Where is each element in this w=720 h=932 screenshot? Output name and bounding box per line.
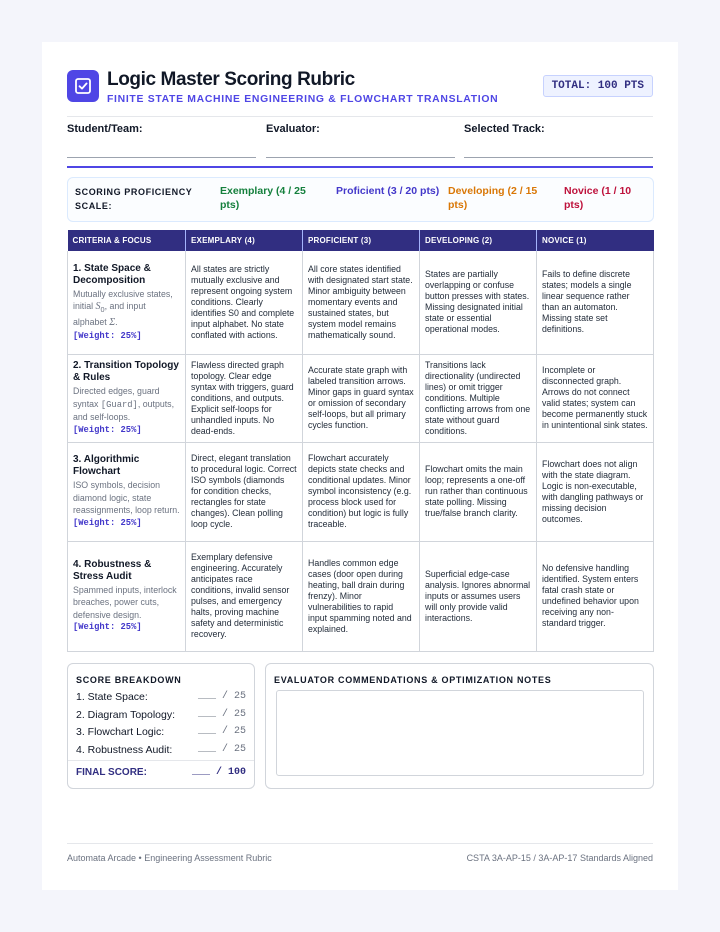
- student-team-field[interactable]: [67, 123, 256, 158]
- final-score-row: [76, 767, 246, 781]
- criteria-weight: [Weight: 25%]: [73, 330, 142, 341]
- table-row: [68, 354, 654, 442]
- page-subtitle: FINITE STATE MACHINE ENGINEERING & FLOWCHART TRANSLATION: [107, 94, 499, 105]
- scale-developing: Developing (2 / 15 pts): [448, 185, 538, 211]
- criteria-title: 4. Robustness & Stress Audit: [73, 558, 152, 582]
- score-blank[interactable]: ___ / 25: [197, 709, 246, 720]
- score-blank[interactable]: ___ / 25: [197, 691, 246, 702]
- table-row: [68, 251, 654, 354]
- novice-cell: Incomplete or disconnected graph. Arrows do not connect valid states; system can become permanently stuck in unintentional sink states.: [537, 354, 654, 442]
- proficient-cell: All core states identified with designated start state. Minor ambiguity between momentary events and sustained states, but system model remains mathematically sound.: [303, 251, 420, 354]
- total-points-badge: TOTAL: 100 PTS: [543, 75, 653, 97]
- header: [67, 70, 653, 116]
- score-blank[interactable]: ___ / 25: [197, 744, 246, 755]
- scale-label: SCORING PROFICIENCY SCALE:: [75, 187, 193, 211]
- score-blank[interactable]: ___ / 25: [197, 726, 246, 737]
- column-header: PROFICIENT (3): [303, 230, 420, 251]
- score-row-robustness-audit: 4. Robustness Audit: ___ / 25: [76, 744, 246, 756]
- footer-divider: [67, 843, 653, 844]
- criteria-cell: [68, 354, 186, 442]
- criteria-title: 2. Transition Topology & Rules: [73, 360, 179, 384]
- developing-cell: States are partially overlapping or confuse button presses with states. Missing designated initial state or essential operational modes.: [420, 251, 537, 354]
- exemplary-cell: Flawless directed graph topology. Clear edge syntax with triggers, guard conditions, and outputs. Explicit self-loops for unhandled inputs. No dead-ends.: [186, 354, 303, 442]
- criteria-cell: [68, 541, 186, 651]
- proficiency-scale: [67, 177, 654, 222]
- novice-cell: Flowchart does not align with the state diagram. Logic is non-executable, with dangling pathways or missing decision outcomes.: [537, 442, 654, 541]
- evaluator-notes: [265, 663, 654, 789]
- column-header: CRITERIA & FOCUS: [68, 230, 186, 251]
- scale-proficient: Proficient (3 / 20 pts): [336, 185, 440, 197]
- selected-track-field[interactable]: [464, 123, 653, 158]
- table-header-row: [68, 230, 654, 251]
- criteria-title: 3. Algorithmic Flowchart: [73, 454, 140, 478]
- proficient-cell: Handles common edge cases (door open during heating, ball drain during frenzy). Minor vulnerabilities to rapid input spamming noted and explained.: [303, 541, 420, 651]
- score-divider: [68, 760, 254, 761]
- proficient-cell: Flowchart accurately depicts state checks and conditional updates. Minor symbol inconsistency (e.g. process block used for condition) but logic is fully traceable.: [303, 442, 420, 541]
- criteria-title: 1. State Space & Decomposition: [73, 262, 151, 286]
- proficient-cell: Accurate state graph with labeled transition arrows. Minor gaps in guard syntax or omission of secondary self-loops, but all primary cycles function.: [303, 354, 420, 442]
- column-header: DEVELOPING (2): [420, 230, 537, 251]
- developing-cell: Flowchart omits the main loop; represents a one-off run rather than continuous state polling. Missing true/false branch clarity.: [420, 442, 537, 541]
- student-team-label: Student/Team:: [67, 123, 143, 135]
- criteria-description: Spammed inputs, interlock breaches, power cuts, defensive design.: [73, 584, 177, 620]
- criteria-cell: [68, 442, 186, 541]
- table-row: [68, 541, 654, 651]
- footer-right: CSTA 3A-AP-15 / 3A-AP-17 Standards Aligned: [466, 853, 653, 863]
- developing-cell: Transitions lack directionality (undirected lines) or omit trigger conditions. Multiple conflicting arrows from one state without guard conditions.: [420, 354, 537, 442]
- table-row: [68, 442, 654, 541]
- criteria-weight: [Weight: 25%]: [73, 622, 142, 633]
- scale-exemplary: Exemplary (4 / 25 pts): [220, 185, 306, 211]
- evaluator-notes-title: EVALUATOR COMMENDATIONS & OPTIMIZATION NOTES: [274, 675, 552, 685]
- header-divider: [67, 116, 653, 117]
- column-header: NOVICE (1): [537, 230, 654, 251]
- criteria-weight: [Weight: 25%]: [73, 424, 142, 435]
- exemplary-cell: Direct, elegant translation to procedural logic. Correct ISO symbols (diamonds for condition checks, rectangles for state changes). Clean polling loop cycle.: [186, 442, 303, 541]
- score-row-state-space: 1. State Space: ___ / 25: [76, 691, 246, 703]
- exemplary-cell: Exemplary defensive engineering. Accurately anticipates race conditions, invalid sensor pulses, and emergency halts, proving machine safety and deterministic recovery.: [186, 541, 303, 651]
- evaluator-notes-area[interactable]: [276, 690, 644, 776]
- criteria-description: Directed edges, guard syntax [Guard], outputs, and self-loops.: [73, 386, 175, 423]
- criteria-description: Mutually exclusive states, initial $S_0$, and input alphabet Σ.: [73, 288, 173, 329]
- rubric-page: [42, 42, 678, 890]
- score-breakdown: [67, 663, 255, 789]
- criteria-weight: [Weight: 25%]: [73, 517, 142, 528]
- page-title: Logic Master Scoring Rubric: [107, 69, 355, 90]
- criteria-cell: [68, 251, 186, 354]
- evaluator-label: Evaluator:: [266, 123, 320, 135]
- developing-cell: Superficial edge-case analysis. Ignores abnormal inputs or assumes users will only provide valid interactions.: [420, 541, 537, 651]
- section-divider: [67, 166, 653, 168]
- score-breakdown-title: SCORE BREAKDOWN: [76, 675, 182, 685]
- score-row-diagram-topology: 2. Diagram Topology: ___ / 25: [76, 709, 246, 721]
- final-score-blank[interactable]: ___ / 100: [191, 767, 246, 778]
- exemplary-cell: All states are strictly mutually exclusive and represent ongoing system conditions. Clearly identifies S0 and complete input alphabet. No state conflated with actions.: [186, 251, 303, 354]
- checkbox-icon: [67, 70, 99, 102]
- selected-track-label: Selected Track:: [464, 123, 545, 135]
- final-score-label: FINAL SCORE:: [76, 767, 147, 778]
- novice-cell: No defensive handling identified. System enters fatal crash state or undefined behavior upon receiving any non-standard trigger.: [537, 541, 654, 651]
- scale-novice: Novice (1 / 10 pts): [564, 185, 632, 211]
- rubric-table: [67, 230, 654, 652]
- novice-cell: Fails to define discrete states; models a single linear sequence rather than an automaton. Missing state set definitions.: [537, 251, 654, 354]
- column-header: EXEMPLARY (4): [186, 230, 303, 251]
- evaluator-field[interactable]: [266, 123, 455, 158]
- footer-left: Automata Arcade • Engineering Assessment Rubric: [67, 853, 272, 863]
- score-row-flowchart-logic: 3. Flowchart Logic: ___ / 25: [76, 726, 246, 738]
- criteria-description: ISO symbols, decision diamond logic, state reassignments, loop return.: [73, 480, 180, 516]
